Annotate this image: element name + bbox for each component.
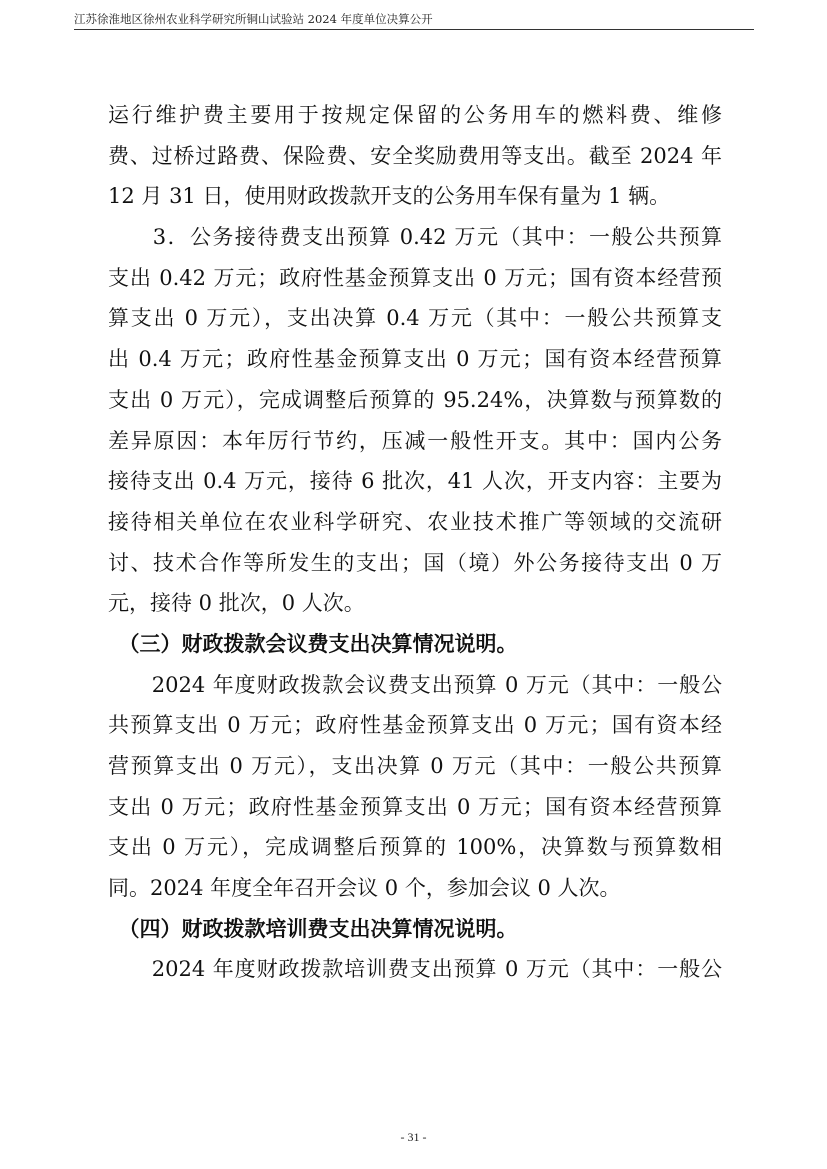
- section-heading: （四）财政拨款培训费支出决算情况说明。: [108, 915, 518, 941]
- running-header: 江苏徐淮地区徐州农业科学研究所铜山试验站 2024 年度单位决算公开: [74, 12, 433, 26]
- paragraph-line: 差异原因：本年厉行节约，压减一般性开支。其中：国内公务: [108, 428, 722, 453]
- paragraph-line: 同。2024 年度全年召开会议 0 个，参加会议 0 人次。: [108, 876, 621, 901]
- page-number: - 31 -: [400, 1130, 427, 1144]
- paragraph-line: 算支出 0 万元），支出决算 0.4 万元（其中：一般公共预算支: [108, 306, 722, 331]
- paragraph-line: 支出 0 万元），完成调整后预算的 95.24%，决算数与预算数的: [108, 387, 722, 412]
- paragraph-line: 2024 年度财政拨款培训费支出预算 0 万元（其中：一般公: [108, 957, 722, 982]
- paragraph-line: 3．公务接待费支出预算 0.42 万元（其中：一般公共预算: [108, 225, 722, 250]
- paragraph-line: 营预算支出 0 万元），支出决算 0 万元（其中：一般公共预算: [108, 754, 722, 778]
- section-heading: （三）财政拨款会议费支出决算情况说明。: [108, 630, 518, 656]
- paragraph-line: 出 0.4 万元；政府性基金预算支出 0 万元；国有资本经营预算: [108, 347, 722, 372]
- paragraph-line: 运行维护费主要用于按规定保留的公务用车的燃料费、维修: [108, 103, 722, 127]
- paragraph-line: 元，接待 0 批次，0 人次。: [108, 591, 365, 616]
- paragraph-line: 支出 0 万元），完成调整后预算的 100%，决算数与预算数相: [108, 835, 722, 860]
- paragraph-line: 讨、技术合作等所发生的支出；国（境）外公务接待支出 0 万: [108, 550, 722, 575]
- paragraph-line: 支出 0.42 万元；政府性基金预算支出 0 万元；国有资本经营预: [108, 265, 722, 290]
- paragraph-line: 支出 0 万元；政府性基金预算支出 0 万元；国有资本经营预算: [108, 794, 722, 819]
- paragraph-line: 12 月 31 日，使用财政拨款开支的公务用车保有量为 1 辆。: [108, 184, 671, 209]
- header-divider: [74, 29, 754, 30]
- paragraph-line: 接待支出 0.4 万元，接待 6 批次，41 人次，开支内容：主要为: [108, 469, 722, 494]
- paragraph-line: 共预算支出 0 万元；政府性基金预算支出 0 万元；国有资本经: [108, 713, 722, 738]
- paragraph-line: 接待相关单位在农业科学研究、农业技术推广等领域的交流研: [108, 509, 722, 534]
- document-body: [108, 95, 722, 990]
- paragraph-line: 2024 年度财政拨款会议费支出预算 0 万元（其中：一般公: [108, 672, 722, 697]
- paragraph-line: 费、过桥过路费、保险费、安全奖励费用等支出。截至 2024 年: [108, 143, 722, 168]
